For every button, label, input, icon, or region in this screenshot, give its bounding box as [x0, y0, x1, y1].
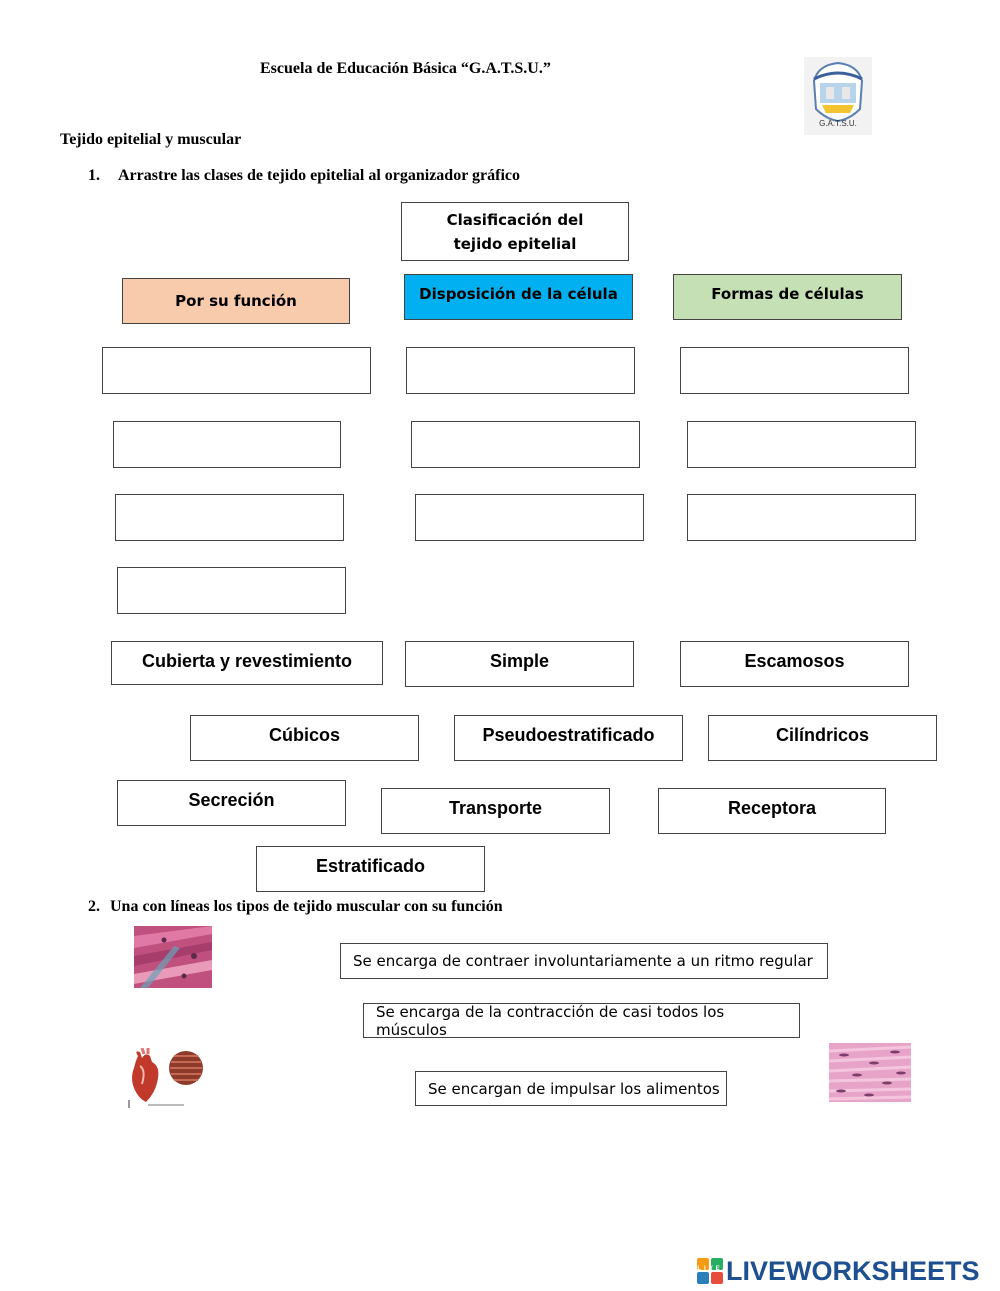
- category-funcion: Por su función: [122, 278, 350, 324]
- drop-zone-funcion-2[interactable]: [113, 421, 341, 468]
- skeletal-muscle-image[interactable]: [134, 926, 212, 988]
- skeletal-muscle-tissue-icon: [134, 926, 212, 988]
- word-pseudoestratificado[interactable]: Pseudoestratificado: [454, 715, 683, 761]
- word-cubicos[interactable]: Cúbicos: [190, 715, 419, 761]
- function-box-3[interactable]: Se encargan de impulsar los alimentos: [415, 1071, 727, 1106]
- question-2-text: Una con líneas los tipos de tejido muscular con su función: [110, 898, 503, 915]
- drop-zone-disposicion-1[interactable]: [406, 347, 635, 394]
- word-estratificado[interactable]: Estratificado: [256, 846, 485, 892]
- smooth-muscle-image[interactable]: [829, 1043, 911, 1102]
- drop-zone-disposicion-2[interactable]: [411, 421, 640, 468]
- smooth-muscle-tissue-icon: [829, 1043, 911, 1102]
- cardiac-muscle-image[interactable]: [128, 1048, 212, 1108]
- drop-zone-funcion-1[interactable]: [102, 347, 371, 394]
- question-2-number: 2.: [88, 898, 100, 915]
- category-disposicion: Disposición de la célula: [404, 274, 633, 320]
- drop-zone-formas-1[interactable]: [680, 347, 909, 394]
- question-1: [88, 167, 520, 185]
- liveworksheets-logo: [697, 1256, 980, 1286]
- word-secrecion[interactable]: Secreción: [117, 780, 346, 826]
- drop-zone-disposicion-3[interactable]: [415, 494, 644, 541]
- word-transporte[interactable]: Transporte: [381, 788, 610, 834]
- liveworksheets-badge-text: LIVE: [697, 1266, 723, 1272]
- function-box-2[interactable]: Se encarga de la contracción de casi todos los músculos: [363, 1003, 800, 1038]
- logo-caption: G.A.T.S.U.: [819, 119, 857, 128]
- heart-icon: [128, 1048, 212, 1108]
- drop-zone-formas-2[interactable]: [687, 421, 916, 468]
- school-logo: [804, 57, 872, 135]
- drop-zone-funcion-3[interactable]: [115, 494, 344, 541]
- question-2: [88, 898, 503, 916]
- school-name: Escuela de Educación Básica “G.A.T.S.U.”: [260, 60, 551, 77]
- word-escamosos[interactable]: Escamosos: [680, 641, 909, 687]
- word-cubierta-y-revestimiento[interactable]: Cubierta y revestimiento: [111, 641, 383, 685]
- organizer-root: Clasificación del tejido epitelial: [401, 202, 629, 261]
- word-receptora[interactable]: Receptora: [658, 788, 886, 834]
- question-1-number: 1.: [88, 167, 100, 184]
- worksheet-title: Tejido epitelial y muscular: [60, 131, 242, 148]
- drop-zone-funcion-4[interactable]: [117, 567, 346, 614]
- drop-zone-formas-3[interactable]: [687, 494, 916, 541]
- question-1-text: Arrastre las clases de tejido epitelial al organizador gráfico: [118, 167, 520, 184]
- category-formas: Formas de células: [673, 274, 902, 320]
- word-cilindricos[interactable]: Cilíndricos: [708, 715, 937, 761]
- liveworksheets-wordmark: LIVEWORKSHEETS: [726, 1255, 980, 1286]
- function-box-1[interactable]: Se encarga de contraer involuntariamente a un ritmo regular: [340, 943, 828, 979]
- word-simple[interactable]: Simple: [405, 641, 634, 687]
